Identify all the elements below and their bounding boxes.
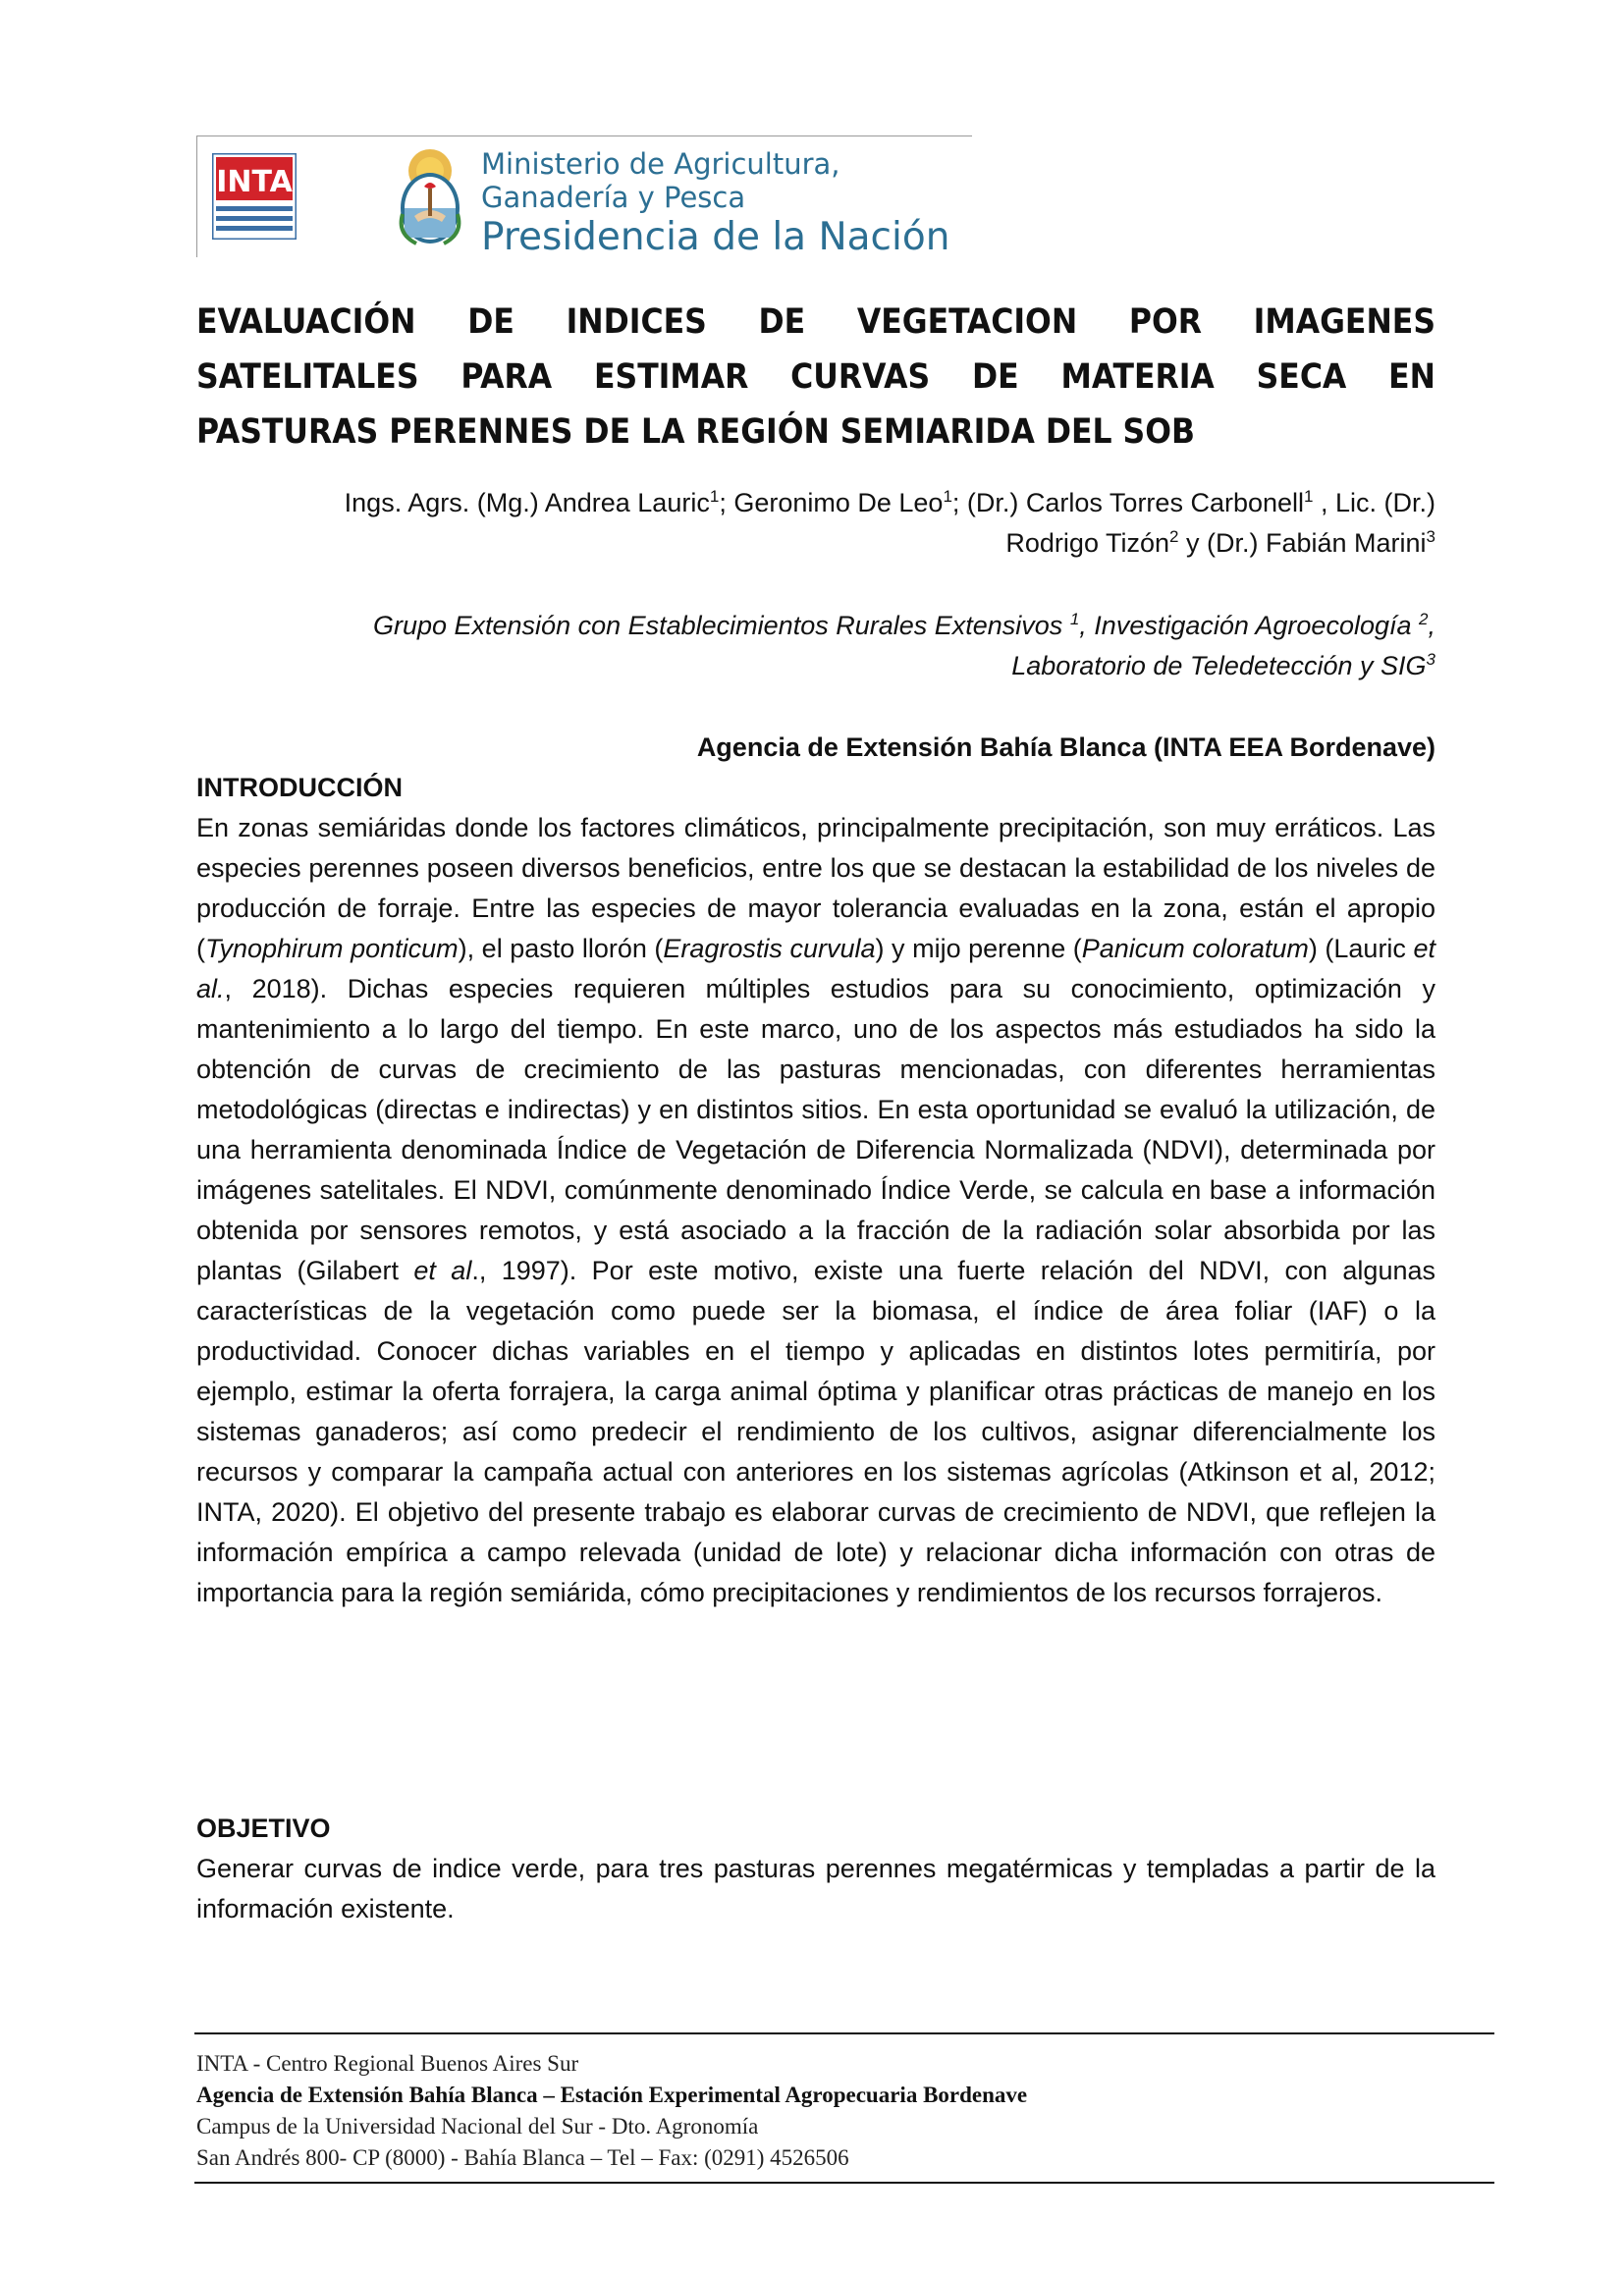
footer-rule-bottom (194, 2182, 1494, 2184)
species-name-2: Eragrostis curvula (663, 934, 876, 963)
ministry-line-2: Ganadería y Pesca (481, 181, 746, 214)
author-4-affiliation: 2 (1169, 527, 1179, 546)
title-line-2: SATELITALES PARA ESTIMAR CURVAS DE MATERIA SECA EN (196, 357, 1435, 397)
group-3-marker: 3 (1426, 650, 1435, 669)
footer-line-2: Agencia de Extensión Bahía Blanca – Estación Experimental Agropecuaria Bordenave (196, 2083, 1028, 2107)
introduccion-paragraph (196, 808, 1435, 1613)
agency-line: Agencia de Extensión Bahía Blanca (INTA EEA Bordenave) (696, 732, 1435, 762)
footer-line-3: Campus de la Universidad Nacional del Sur - Dto. Agronomía (196, 2114, 759, 2139)
intro-text-5: , 2018). Dichas especies requieren múltiples estudios para su conocimiento, optimización y mantenimiento a lo largo del tiempo. En este marco, uno de los aspectos más estudiados ha sido la obtención de curvas de crecimiento de las pasturas mencionadas, con diferentes herramientas metodológicas (directas e indirectas) y en distintos sitios. En esta oportunidad se evaluó la utilización, de una herramienta denominada Índice de Vegetación de Diferencia Normalizada (NDVI), determinada por imágenes satelitales. El NDVI, comúnmente denominado Índice Verde, se calcula en base a información obtenida por sensores remotos, y está asociado a la fracción de la radiación solar absorbida por las plantas (Gilabert (196, 974, 1435, 1285)
objetivo-paragraph: Generar curvas de indice verde, para tres pasturas perennes megatérmicas y templadas a partir de la información existente. (196, 1854, 1435, 1923)
footer-line-1: INTA - Centro Regional Buenos Aires Sur (196, 2051, 579, 2076)
intro-text-1: En zonas semiáridas donde los factores climáticos, principalmente precipitación, son muy erráticos. Las especies perennes poseen diversos beneficios, entre los que se destacan la estabilidad de los niveles de producción de forraje. Entre las especies de mayor tolerancia evaluadas en la zona, están el apropio ( (196, 813, 1435, 963)
citation-etal-2: et al (413, 1256, 472, 1285)
author-3-affiliation: 1 (1304, 487, 1314, 506)
footer (196, 2048, 1492, 2174)
author-2: ; Geronimo De Leo (719, 488, 944, 517)
ministry-line-3: Presidencia de la Nación (481, 215, 950, 259)
author-5-affiliation: 3 (1426, 527, 1435, 546)
group-separator: , (1428, 611, 1435, 640)
footer-rule-top (194, 2032, 1494, 2034)
group-3: Laboratorio de Teledetección y SIG (1011, 651, 1427, 680)
author-4: Rodrigo Tizón (1005, 528, 1169, 558)
ministry-logo-text (481, 147, 972, 261)
header-rule-left (196, 135, 197, 257)
author-5: y (Dr.) Fabián Marini (1178, 528, 1427, 558)
inta-logo-text: INTA (216, 165, 293, 199)
citation-etal-1: et al. (196, 934, 1435, 1003)
affiliations (196, 606, 1435, 686)
intro-text-2: ), el pasto llorón ( (458, 934, 664, 963)
species-name-1: Tynophirum ponticum (205, 934, 459, 963)
document-title (196, 295, 1435, 460)
authors (196, 483, 1435, 564)
author-1-affiliation: 1 (709, 487, 720, 506)
author-4-prefix: , Lic. (Dr.) (1313, 488, 1435, 517)
national-shield-icon (393, 145, 467, 247)
title-line-3: PASTURAS PERENNES DE LA REGIÓN SEMIARIDA DEL SOB (196, 412, 1195, 452)
intro-text-3: ) y mijo perenne ( (875, 934, 1082, 963)
footer-line-4: San Andrés 800- CP (8000) - Bahía Blanca – Tel – Fax: (0291) 4526506 (196, 2145, 849, 2170)
header-rule-top (196, 135, 972, 136)
author-1: Ings. Agrs. (Mg.) Andrea Lauric (344, 488, 710, 517)
intro-text-6: ., 1997). Por este motivo, existe una fuerte relación del NDVI, con algunas características de la vegetación como puede ser la biomasa, el índice de área foliar (IAF) o la productividad. Conocer dichas variables en el tiempo y aplicadas en distintos lotes permitiría, por ejemplo, estimar la oferta forrajera, la carga animal óptima y planificar otras prácticas de manejo en los sistemas ganaderos; así como predecir el rendimiento de los cultivos, asignar diferencialmente los recursos y comparar la campaña actual con anteriores en los sistemas agrícolas (Atkinson et al, 2012; INTA, 2020). El objetivo del presente trabajo es elaborar curvas de crecimiento de NDVI, que reflejen la información empírica a campo relevada (unidad de lote) y relacionar dicha información con otras de importancia para la región semiárida, cómo precipitaciones y rendimientos de los recursos forrajeros. (196, 1256, 1435, 1607)
inta-logo-icon (212, 153, 297, 240)
group-2-marker: 2 (1419, 610, 1429, 628)
section-heading-objetivo: OBJETIVO (196, 1814, 331, 1843)
title-line-1: EVALUACIÓN DE INDICES DE VEGETACION POR IMAGENES (196, 302, 1435, 342)
group-1: Grupo Extensión con Establecimientos Rurales Extensivos (372, 611, 1070, 640)
intro-text-4: ) (Lauric (1308, 934, 1414, 963)
header-logos (196, 135, 972, 257)
section-heading-introduccion: INTRODUCCIÓN (196, 773, 403, 802)
species-name-3: Panicum coloratum (1081, 934, 1309, 963)
group-1-marker: 1 (1069, 610, 1080, 628)
author-3: ; (Dr.) Carlos Torres Carbonell (951, 488, 1305, 517)
author-2-affiliation: 1 (943, 487, 952, 506)
ministry-line-1: Ministerio de Agricultura, (481, 147, 840, 181)
group-2: , Investigación Agroecología (1079, 611, 1420, 640)
